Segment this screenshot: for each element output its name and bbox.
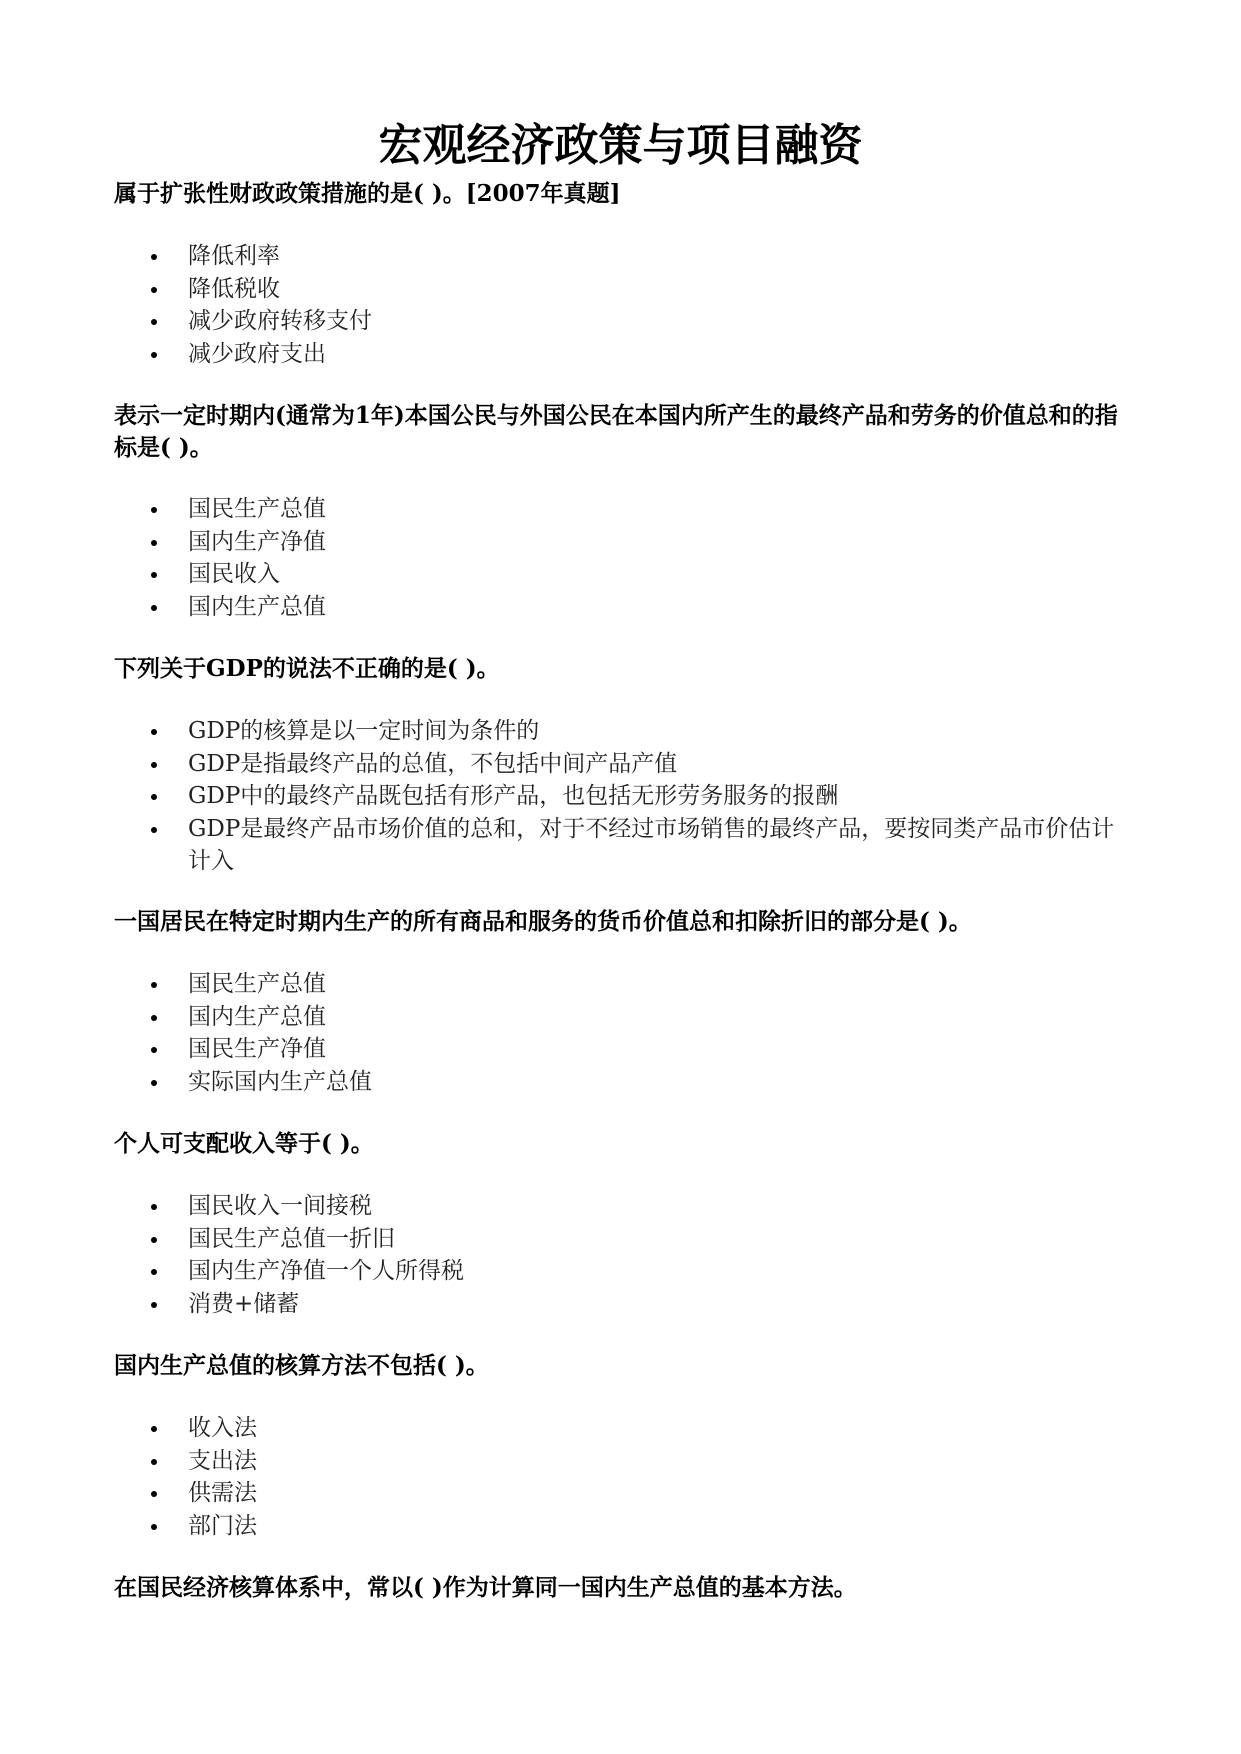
question-6-stem: 国内生产总值的核算方法不包括( )。 [114, 1352, 489, 1379]
question-1-stem: 属于扩张性财政政策措施的是( )。[2007年真题] [114, 180, 621, 207]
question-5-option: 消费+储蓄 [188, 1288, 1128, 1321]
question-1-options [188, 240, 1128, 370]
question-4-option: 国内生产总值 [188, 1001, 1128, 1034]
question-1-option: 降低利率 [188, 240, 1128, 273]
question-2-options [188, 493, 1128, 623]
question-3-option: GDP是指最终产品的总值，不包括中间产品产值 [188, 748, 1128, 781]
page-title: 宏观经济政策与项目融资 [378, 120, 863, 171]
question-5-option: 国民收入一间接税 [188, 1190, 1128, 1223]
question-2-option: 国民生产总值 [188, 493, 1128, 526]
question-1-option: 减少政府转移支付 [188, 305, 1128, 338]
question-4-option: 国民生产净值 [188, 1033, 1128, 1066]
question-4-option: 国民生产总值 [188, 968, 1128, 1001]
question-5-option: 国民生产总值一折旧 [188, 1223, 1128, 1256]
question-6-option: 收入法 [188, 1412, 1128, 1445]
question-2-option: 国民收入 [188, 558, 1128, 591]
question-3-options [188, 715, 1128, 878]
question-5-stem: 个人可支配收入等于( )。 [114, 1130, 374, 1157]
question-4-option: 实际国内生产总值 [188, 1066, 1128, 1099]
question-4-stem: 一国居民在特定时期内生产的所有商品和服务的货币价值总和扣除折旧的部分是( )。 [114, 908, 972, 935]
question-2-option: 国内生产净值 [188, 526, 1128, 559]
question-6-options [188, 1412, 1128, 1542]
question-3-option: GDP中的最终产品既包括有形产品，也包括无形劳务服务的报酬 [188, 780, 1128, 813]
question-6-option: 部门法 [188, 1510, 1128, 1543]
question-5-options [188, 1190, 1128, 1320]
question-3-option: GDP是最终产品市场价值的总和，对于不经过市场销售的最终产品，要按同类产品市价估计计入 [188, 813, 1128, 878]
question-3-stem: 下列关于GDP的说法不正确的是( )。 [114, 655, 500, 682]
question-4-options [188, 968, 1128, 1098]
question-3-option: GDP的核算是以一定时间为条件的 [188, 715, 1128, 748]
question-2-stem: 表示一定时期内(通常为1年)本国公民与外国公民在本国内所产生的最终产品和劳务的价值总和的指标是( )。 [114, 402, 1118, 461]
question-1-option: 减少政府支出 [188, 338, 1128, 371]
question-5-option: 国内生产净值一个人所得税 [188, 1255, 1128, 1288]
question-6-option: 支出法 [188, 1445, 1128, 1478]
question-1-option: 降低税收 [188, 273, 1128, 306]
question-2-option: 国内生产总值 [188, 591, 1128, 624]
question-7-stem: 在国民经济核算体系中，常以( )作为计算同一国内生产总值的基本方法。 [114, 1574, 857, 1601]
question-6-option: 供需法 [188, 1477, 1128, 1510]
